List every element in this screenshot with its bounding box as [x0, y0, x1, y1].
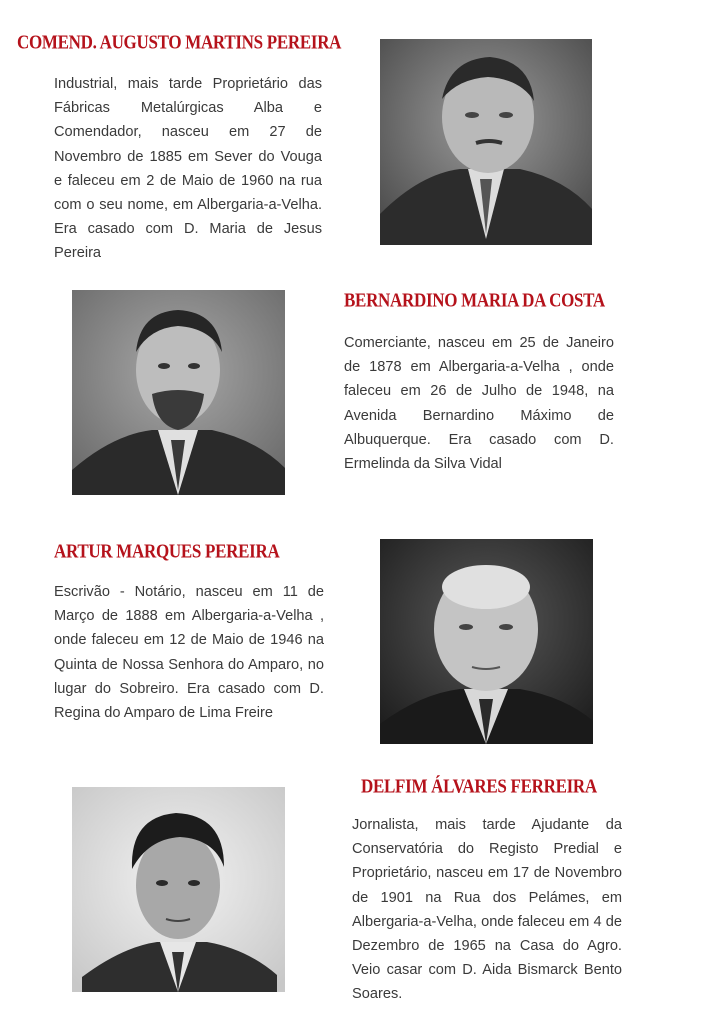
person-bio-bernardino: Comerciante, nasceu em 25 de Janeiro de 1878 em Albergaria-a-Velha , onde faleceu em 26 de Julho de 1948, na Avenida Bernardino Máximo de Albuquerque. Era casado com D. Ermelinda da Silva Vidal	[344, 335, 614, 473]
person-name-artur: ARTUR MARQUES PEREIRA	[54, 540, 280, 562]
person-name-augusto: COMEND. AUGUSTO MARTINS PEREIRA	[17, 31, 342, 53]
portrait-photo-artur	[380, 539, 593, 744]
person-bio-augusto: Industrial, mais tarde Proprietário das Fábricas Metalúrgicas Alba e Comendador, nasceu em 27 de Novembro de 1885 em Sever do Vouga e faleceu em 2 de Maio de 1960 na rua com o seu nome, em Albergaria-a-Velha. Era casado com D. Maria de Jesus Pereira	[54, 76, 322, 262]
portrait-photo-delfim	[72, 787, 285, 992]
person-name-delfim: DELFIM ÁLVARES FERREIRA	[361, 775, 597, 797]
person-name-bernardino: BERNARDINO MARIA DA COSTA	[344, 289, 605, 311]
person-bio-delfim: Jornalista, mais tarde Ajudante da Conservatória do Registo Predial e Proprietário, nasceu em 17 de Novembro de 1901 na Rua dos Pelámes, em Albergaria-a-Velha, onde faleceu em 4 de Dezembro de 1965 na Casa do Agro. Veio casar com D. Aida Bismarck Bento Soares.	[352, 817, 622, 1003]
portrait-photo-bernardino	[72, 290, 285, 495]
portrait-photo-augusto	[380, 39, 592, 245]
person-bio-artur: Escrivão - Notário, nasceu em 11 de Março de 1888 em Albergaria-a-Velha , onde faleceu em 12 de Maio de 1946 na Quinta de Nossa Senhora do Amparo, no lugar do Sobreiro. Era casado com D. Regina do Amparo de Lima Freire	[54, 584, 324, 722]
